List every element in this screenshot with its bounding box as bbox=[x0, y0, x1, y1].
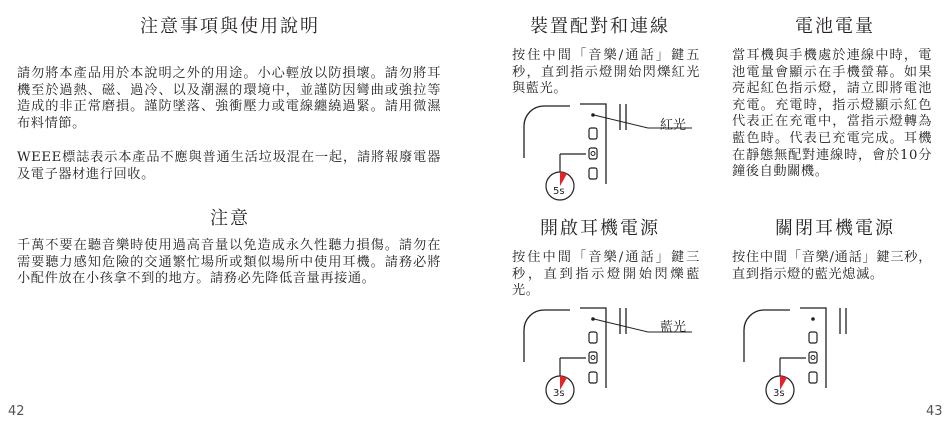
power-off-illustration bbox=[740, 300, 850, 410]
pairing-heading: 裝置配對和連線 bbox=[530, 16, 670, 37]
battery-heading: 電池電量 bbox=[795, 16, 875, 37]
caution-heading: 注意 bbox=[210, 208, 250, 229]
pairing-led-label: 紅光 bbox=[660, 118, 687, 133]
power-on-led-label: 藍光 bbox=[660, 320, 687, 335]
volume-down-button bbox=[589, 168, 597, 179]
led-indicator bbox=[811, 317, 815, 321]
pairing-text: 按住中間「音樂/通話」鍵五秒，直到指示燈開始閃爍紅光與藍光。 bbox=[512, 48, 700, 97]
power-off-timer-label: 3s bbox=[773, 388, 785, 399]
power-off-heading: 關閉耳機電源 bbox=[775, 218, 895, 239]
power-on-timer-label: 3s bbox=[553, 388, 565, 399]
page-number-right: 43 bbox=[926, 404, 943, 419]
power-off-text: 按住中間「音樂/通話」鍵三秒，直到指示燈的藍光熄滅。 bbox=[732, 250, 932, 282]
caution-paragraph: 千萬不要在聽音樂時使用過高音量以免造成永久性聽力損傷。請勿在需要聽力感知危險的交通繁忙場所或類似場所中使用耳機。請務必將小配件放在小孩拿不到的地方。請務必先降低音量再接通。 bbox=[17, 238, 441, 287]
led-leader-line bbox=[594, 115, 648, 128]
power-on-heading: 開啟耳機電源 bbox=[540, 218, 660, 239]
page-number-left: 42 bbox=[8, 404, 25, 419]
care-paragraph: 請勿將本產品用於本說明之外的用途。小心輕放以防損壞。請勿將耳機至於過熱、磁、過冷、以及潮濕的環境中，並謹防因彎曲或強拉等造成的非正常磨損。謹防墜落、強衝壓力或電線纏繞過緊。請用微濕布料情節。 bbox=[17, 66, 441, 131]
battery-text: 當耳機與手機處於連線中時，電池電量會顯示在手機螢幕。如果亮起紅色指示燈，請立即將電池充電。充電時，指示燈顯示紅色代表正在充電中，當指示燈轉為藍色時。代表已充電完成。耳機在靜態無配對連線時，會於10分鐘後自動關機。 bbox=[732, 48, 932, 180]
earcup-outline bbox=[524, 106, 570, 158]
volume-up-button bbox=[589, 128, 597, 139]
weee-paragraph: WEEE標誌表示本產品不應與普通生活垃圾混在一起，請將報廢電器及電子器材進行回收。 bbox=[17, 150, 441, 182]
pairing-timer-label: 5s bbox=[553, 186, 565, 197]
notes-heading: 注意事項與使用說明 bbox=[140, 16, 320, 37]
pairing-illustration bbox=[520, 96, 700, 206]
power-on-text: 按住中間「音樂/通話」鍵三秒，直到指示燈開始閃爍藍光。 bbox=[512, 250, 700, 299]
call-button bbox=[589, 148, 597, 159]
